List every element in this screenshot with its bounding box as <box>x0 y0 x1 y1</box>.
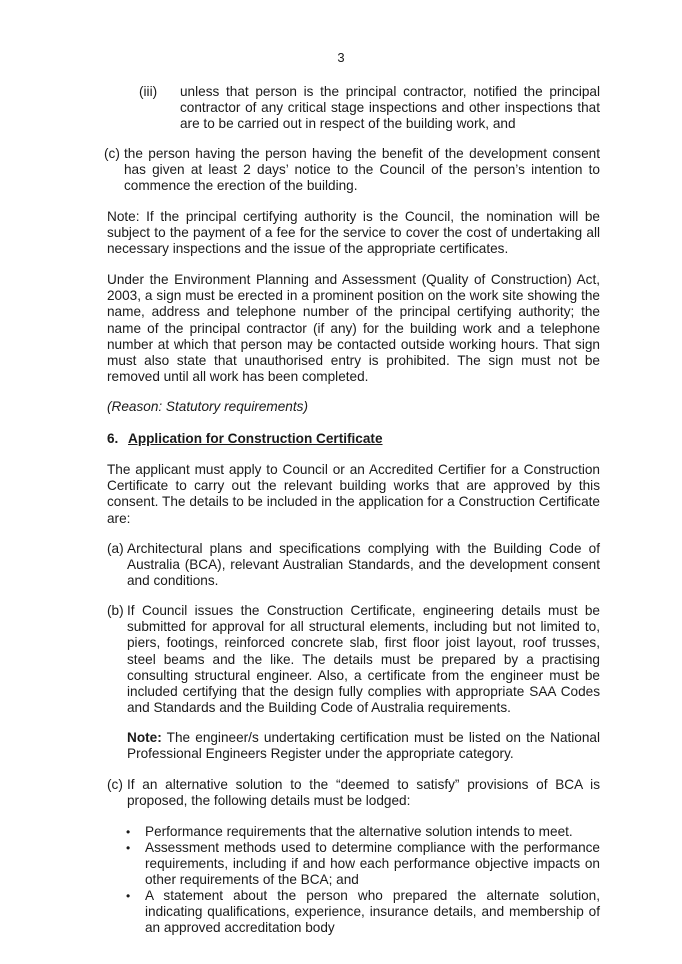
note-engineer-label: Note: <box>127 730 162 745</box>
bullet-item-3: A statement about the person who prepared the alternate solution, indicating qualifications, experience, insurance details, and membership of an approved accreditation body <box>145 888 600 936</box>
item-iii-text: unless that person is the principal contractor, notified the principal contractor of any critical stage inspections and other inspections that are to be carried out in respect of the building work, and <box>180 84 600 132</box>
section-6-number: 6. <box>107 431 119 446</box>
section-6-intro: The applicant must apply to Council or an Accredited Certifier for a Construction Certificate to carry out the relevant building works that are approved by this consent. The details to be included in the application for a Construction Certificate are: <box>107 462 600 526</box>
sign-requirements-paragraph: Under the Environment Planning and Assessment (Quality of Construction) Act, 2003, a sign must be erected in a prominent position on the work site showing the name, address and telephone number of the principal certifying authority; the name of the principal contractor (if any) for the building work and a telephone number at which that person may be contacted outside working hours. That sign must also state that unauthorised entry is prohibited. The sign must not be removed until all work has been completed. <box>107 272 600 385</box>
note-pca-paragraph: Note: If the principal certifying authority is the Council, the nomination will be subject to the payment of a fee for the service to cover the cost of undertaking all necessary inspections and the issue of the appropriate certificates. <box>107 209 600 257</box>
section-6-heading <box>128 431 383 447</box>
bullet-icon: • <box>126 889 131 903</box>
item-c-top-text: the person having the person having the benefit of the development consent has given at least 2 days’ notice to the Council of the person’s intention to commence the erection of the building. <box>124 146 600 194</box>
reason-statement: (Reason: Statutory requirements) <box>107 399 308 414</box>
bullet-item-1: Performance requirements that the alternative solution intends to meet. <box>145 824 573 839</box>
item-c-top-label: (c) <box>104 146 120 161</box>
item-iii-label: (iii) <box>139 84 158 99</box>
bullet-icon: • <box>126 825 131 839</box>
note-engineer-text: The engineer/s undertaking certification must be listed on the National Professional Engineers Register under the appropriate category. <box>127 730 600 762</box>
item-a-text: Architectural plans and specifications complying with the Building Code of Australia (BCA), relevant Australian Standards, and the development consent and conditions. <box>127 541 600 589</box>
page-number: 3 <box>337 50 345 65</box>
item-c-label: (c) <box>107 777 123 792</box>
item-a-label: (a) <box>107 541 124 556</box>
section-6-title: Application for Construction Certificate <box>128 431 383 446</box>
item-b-label: (b) <box>107 603 124 618</box>
bullet-item-2: Assessment methods used to determine compliance with the performance requirements, including if and how each performance objective impacts on other requirements of the BCA; and <box>145 840 600 888</box>
item-c-text: If an alternative solution to the “deemed to satisfy” provisions of BCA is proposed, the following details must be lodged: <box>127 777 600 809</box>
bullet-icon: • <box>126 841 131 855</box>
item-b-text: If Council issues the Construction Certificate, engineering details must be submitted for approval for all structural elements, including but not limited to, piers, footings, reinforced concrete slab, first floor joist layout, roof trusses, steel beams and the like. The details must be prepared by a practising consulting structural engineer. Also, a certificate from the engineer must be included certifying that the design fully complies with appropriate SAA Codes and Standards and the Building Code of Australia requirements. <box>127 603 600 716</box>
note-engineer-paragraph <box>127 730 600 762</box>
